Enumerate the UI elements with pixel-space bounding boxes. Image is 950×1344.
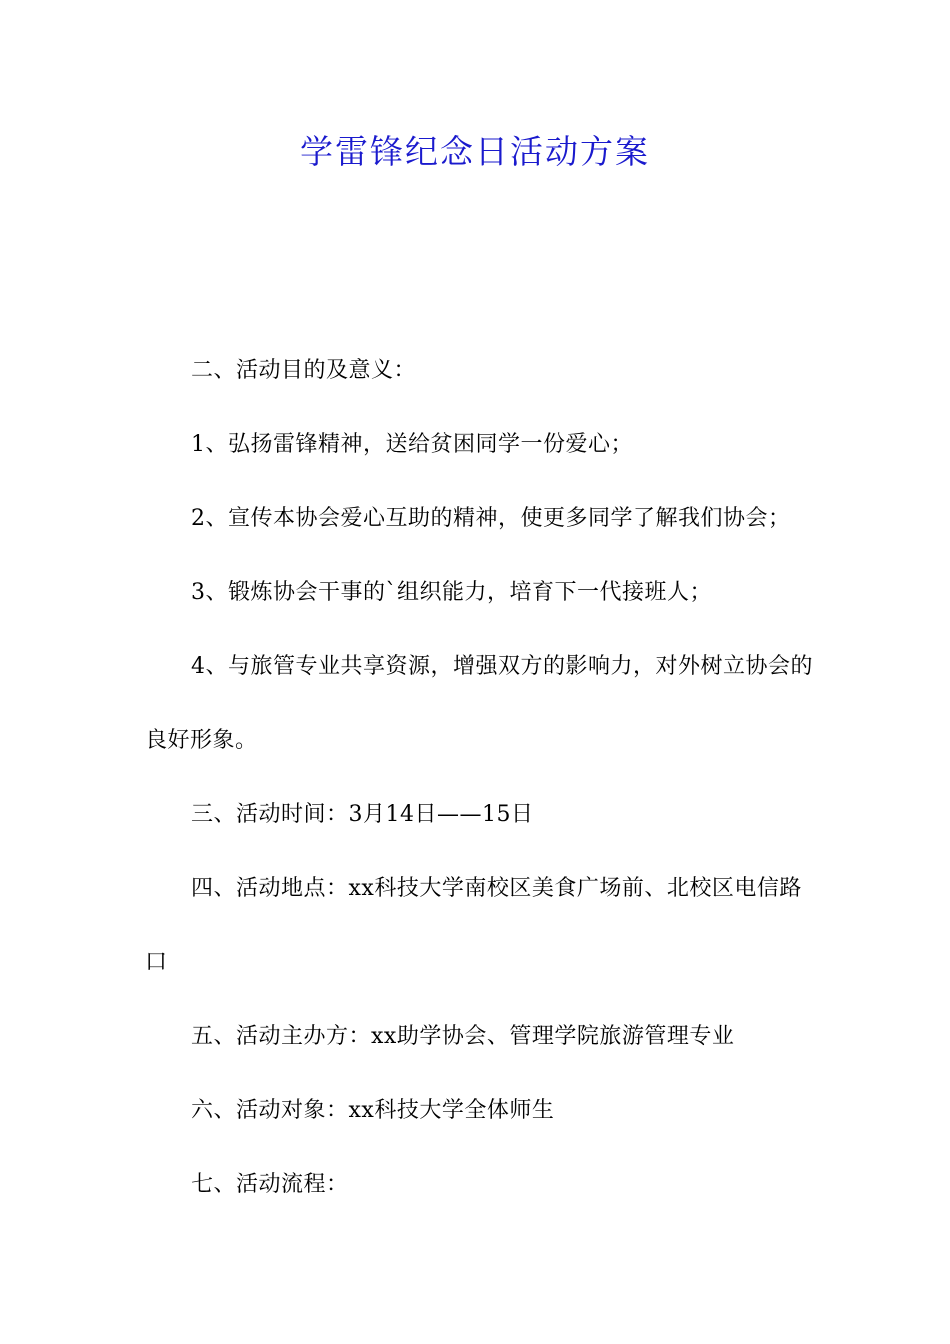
section-time: 三、活动时间：3月14日——15日 <box>191 802 534 827</box>
purpose-item-4: 4、与旅管专业共享资源，增强双方的影响力，对外树立协会的良好形象。 <box>145 654 813 753</box>
section-audience: 六、活动对象：xx科技大学全体师生 <box>191 1098 555 1123</box>
purpose-item-3: 3、锻炼协会干事的`组织能力，培育下一代接班人； <box>191 580 712 605</box>
purpose-item-1: 1、弘扬雷锋精神，送给贫困同学一份爱心； <box>191 432 633 457</box>
purpose-item-2: 2、宣传本协会爱心互助的精神，使更多同学了解我们协会； <box>191 506 791 531</box>
section-organizer: 五、活动主办方：xx助学协会、管理学院旅游管理专业 <box>191 1024 735 1049</box>
section-location: 四、活动地点：xx科技大学南校区美食广场前、北校区电信路口 <box>145 876 802 975</box>
document-body <box>145 334 813 1222</box>
document-title: 学雷锋纪念日活动方案 <box>300 132 650 171</box>
section-process-heading: 七、活动流程： <box>191 1172 349 1197</box>
section-purpose-heading: 二、活动目的及意义： <box>191 358 417 383</box>
